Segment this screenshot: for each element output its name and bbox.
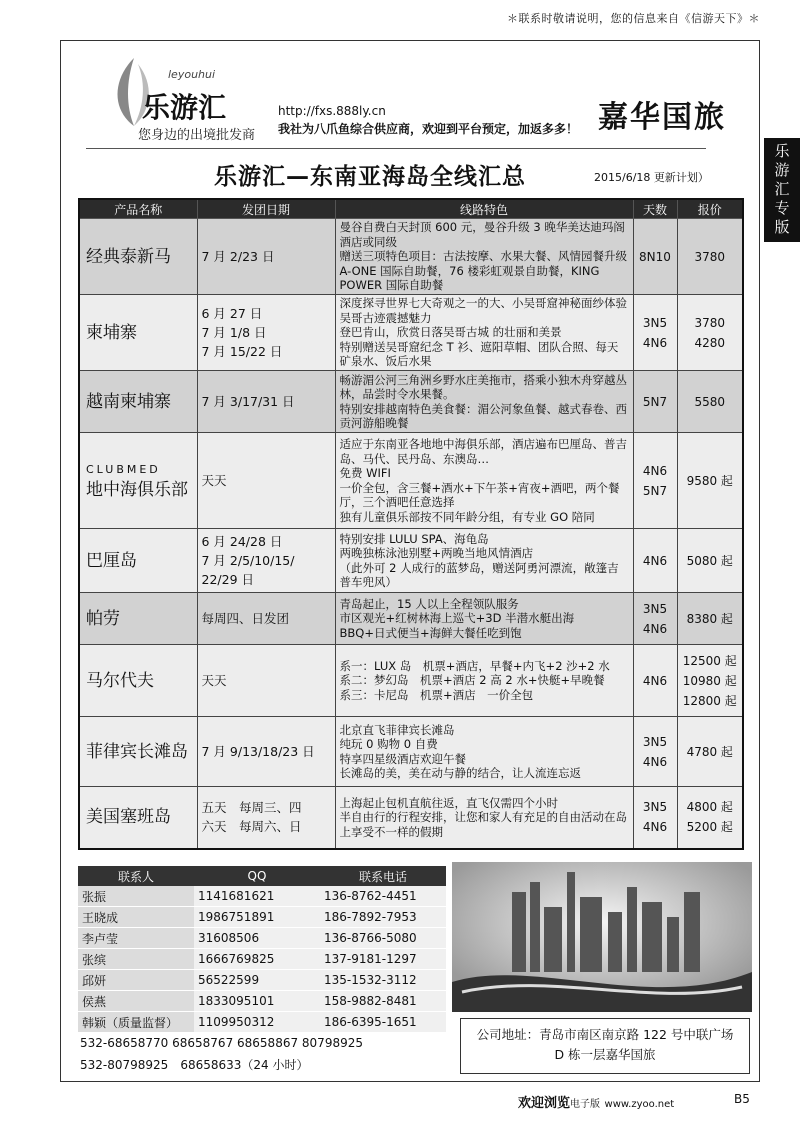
contact-row xyxy=(78,970,446,991)
cell-line: 8N10 xyxy=(639,249,671,264)
table-row xyxy=(79,645,743,717)
contact-name: 李卢莹 xyxy=(78,928,194,949)
table-row xyxy=(79,529,743,593)
cell-line: 一价全包，含三餐+酒水+下午茶+宵夜+酒吧，两个餐厅，三个酒吧任意选择 xyxy=(339,480,620,509)
cell-line: 天天 xyxy=(201,473,227,488)
side-tab-label: 乐游汇专版 xyxy=(774,142,790,236)
cell-line: 五天 每周三、四 xyxy=(201,800,302,816)
cell-line: 长滩岛的美，美在动与静的结合，让人流连忘返 xyxy=(339,766,581,780)
price xyxy=(677,371,743,433)
route-features xyxy=(335,433,633,529)
product-name-text: 经典泰新马 xyxy=(86,246,171,267)
cell-line: 畅游湄公河三角洲乡野水庄美拖市，搭乘小独木舟穿越丛林，品尝时令水果餐。 xyxy=(339,372,627,401)
cell-line: 4N6 xyxy=(642,673,668,688)
cell-line: 5N7 xyxy=(642,394,668,409)
city-illustration xyxy=(452,862,752,1012)
cell-line: 6 月 27 日 xyxy=(201,306,263,321)
route-features xyxy=(335,645,633,717)
days xyxy=(633,295,677,371)
price xyxy=(677,433,743,529)
col-header: 产品名称 xyxy=(79,199,197,219)
contact-qq[interactable]: 1833095101 xyxy=(194,991,320,1012)
brand-name: 嘉华国旅 xyxy=(598,100,726,135)
phone-line-2: 532-80798925 68658633（24 小时） xyxy=(80,1058,309,1072)
departure-dates xyxy=(197,433,335,529)
side-tab xyxy=(764,138,800,242)
cell-line: 系一：LUX 岛 机票+酒店，早餐+内飞+2 沙+2 水 xyxy=(339,658,610,673)
cell-line: 特享四星级酒店欢迎午餐 xyxy=(339,751,466,766)
route-features xyxy=(335,371,633,433)
contact-phone[interactable]: 186-7892-7953 xyxy=(320,907,446,928)
price xyxy=(677,645,743,717)
price xyxy=(677,717,743,787)
footer-sub: 电子版 xyxy=(570,1099,601,1110)
days xyxy=(633,433,677,529)
cell-line: 六天 每周六、日 xyxy=(201,819,302,835)
page-number: B5 xyxy=(734,1092,750,1106)
table-row xyxy=(79,787,743,849)
cell-line: 每周四、日发团 xyxy=(201,611,290,626)
cell-line: 5200 起 xyxy=(686,820,733,835)
cell-line: 4N6 xyxy=(642,621,668,636)
cell-line: 7 月 1/8 日 xyxy=(201,325,267,340)
cell-line: 青岛起止，15 人以上全程领队服务 xyxy=(339,596,519,611)
cell-line: 曼谷自费白天封顶 600 元，曼谷升级 3 晚华美达迪玛阁酒店或同级 xyxy=(339,220,625,249)
product-name-text: 地中海俱乐部 xyxy=(86,479,188,500)
divider xyxy=(86,148,706,149)
price xyxy=(677,787,743,849)
contact-phone[interactable]: 186-6395-1651 xyxy=(320,1012,446,1033)
product-name xyxy=(79,371,197,433)
cell-line: 4N6 xyxy=(642,820,668,835)
cell-line: 适应于东南亚各地地中海俱乐部，酒店遍布巴厘岛、普吉岛、马代、民丹岛、东澳岛… xyxy=(339,437,627,466)
col-header: 联系电话 xyxy=(320,866,446,886)
contact-name: 张缤 xyxy=(78,949,194,970)
cell-line: 上海起止包机直航往返，直飞仅需四个小时 xyxy=(339,795,558,810)
contact-row xyxy=(78,991,446,1012)
col-header: 联系人 xyxy=(78,866,194,886)
product-name xyxy=(79,593,197,645)
col-header: QQ xyxy=(194,866,320,886)
product-subname: CLUBMED xyxy=(86,462,161,476)
cell-line: 免费 WIFI xyxy=(339,466,391,480)
contact-table xyxy=(78,866,446,1033)
days xyxy=(633,529,677,593)
table-header xyxy=(79,199,743,219)
cell-line: 系三：卡尼岛 机票+酒店 一价全包 xyxy=(339,687,534,702)
cell-line: 3N5 xyxy=(642,800,668,815)
departure-dates xyxy=(197,787,335,849)
table-row xyxy=(79,593,743,645)
contact-name: 侯燕 xyxy=(78,991,194,1012)
intro-text: 我社为八爪鱼综合供应商，欢迎到平台预定，加返多多！ xyxy=(278,122,579,136)
cell-line: 7 月 2/23 日 xyxy=(201,249,275,264)
contact-header xyxy=(78,866,446,886)
col-header: 发团日期 xyxy=(197,199,335,219)
product-name-text: 马尔代夫 xyxy=(86,670,154,691)
route-features xyxy=(335,295,633,371)
cell-line: 10980 起 xyxy=(682,673,737,688)
contact-phone[interactable]: 137-9181-1297 xyxy=(320,949,446,970)
contact-name: 张振 xyxy=(78,886,194,907)
cell-line: 登巴肯山，欣赏日落吴哥古城 的壮丽和美景 xyxy=(339,325,562,340)
address-line: 公司地址：青岛市南区南京路 122 号中联广场 xyxy=(476,1027,734,1042)
table-row xyxy=(79,433,743,529)
cell-line: 北京直飞菲律宾长滩岛 xyxy=(339,722,455,737)
cell-line: 7 月 9/13/18/23 日 xyxy=(201,744,315,759)
contact-name: 邱妍 xyxy=(78,970,194,991)
product-name xyxy=(79,433,197,529)
cell-line: 8380 起 xyxy=(686,611,733,626)
price xyxy=(677,295,743,371)
cell-line: 特别安排 LULU SPA、海龟岛 xyxy=(339,531,489,546)
contact-qq[interactable]: 1986751891 xyxy=(194,907,320,928)
contact-qq[interactable]: 31608506 xyxy=(194,928,320,949)
product-table xyxy=(78,198,744,850)
product-name xyxy=(79,529,197,593)
cell-line: 12500 起 xyxy=(682,653,737,668)
days xyxy=(633,787,677,849)
product-name-text: 美国塞班岛 xyxy=(86,807,171,828)
departure-dates xyxy=(197,219,335,295)
cell-line: 6 月 24/28 日 xyxy=(201,534,283,549)
company-address xyxy=(460,1018,750,1074)
cell-line: 系二：梦幻岛 机票+酒店 2 高 2 水+快艇+早晚餐 xyxy=(339,673,605,688)
cell-line: 两晚独栋泳池别墅+两晚当地风情酒店 xyxy=(339,546,534,560)
product-name-text: 越南柬埔寨 xyxy=(86,391,171,412)
product-name xyxy=(79,219,197,295)
cell-line: 独有儿童俱乐部按不同年龄分组，有专业 GO 陪同 xyxy=(339,509,595,524)
contact-row xyxy=(78,1012,446,1033)
site-url[interactable]: http://fxs.888ly.cn xyxy=(278,104,386,118)
departure-dates xyxy=(197,371,335,433)
product-name xyxy=(79,787,197,849)
cell-line: 纯玩 0 购物 0 自费 xyxy=(339,737,438,751)
contact-name: 王晓成 xyxy=(78,907,194,928)
contact-qq[interactable]: 1666769825 xyxy=(194,949,320,970)
contact-qq[interactable]: 1109950312 xyxy=(194,1012,320,1033)
cell-line: 4N6 xyxy=(642,553,668,568)
contact-qq[interactable]: 56522599 xyxy=(194,970,320,991)
cell-line: 5080 起 xyxy=(686,553,733,568)
contact-phone[interactable]: 136-8762-4451 xyxy=(320,886,446,907)
product-name-text: 菲律宾长滩岛 xyxy=(86,741,188,762)
departure-dates xyxy=(197,717,335,787)
departure-dates xyxy=(197,593,335,645)
col-header: 天数 xyxy=(633,199,677,219)
days xyxy=(633,371,677,433)
cell-line: 3N5 xyxy=(642,601,668,616)
table-row xyxy=(79,219,743,295)
table-row xyxy=(79,717,743,787)
route-features xyxy=(335,717,633,787)
cell-line: 深度探寻世界七大奇观之一的大、小吴哥窟神秘面纱体验吴哥古迹震撼魅力 xyxy=(339,296,627,325)
cell-line: 7 月 15/22 日 xyxy=(201,344,283,359)
cell-line: 3N5 xyxy=(642,734,668,749)
product-name-text: 帕劳 xyxy=(86,608,120,629)
contact-row xyxy=(78,949,446,970)
cell-line: 3N5 xyxy=(642,315,668,330)
cell-line: 特别赠送吴哥窟纪念 T 衫、遮阳草帽、团队合照、每天矿泉水、饭后水果 xyxy=(339,339,619,369)
cell-line: 4280 xyxy=(694,335,726,350)
col-header: 报价 xyxy=(677,199,743,219)
contact-phone[interactable]: 158-9882-8481 xyxy=(320,991,446,1012)
header-note: ＊联系时敬请说明，您的信息来自《信游天下》＊ xyxy=(507,12,760,25)
contact-row xyxy=(78,907,446,928)
cell-line: 天天 xyxy=(201,673,227,688)
cell-line: 4780 起 xyxy=(686,744,733,759)
days xyxy=(633,645,677,717)
contact-phone[interactable]: 135-1532-3112 xyxy=(320,970,446,991)
logo-name: 乐游汇 xyxy=(142,91,227,124)
cell-line: 4N6 xyxy=(642,463,668,478)
price xyxy=(677,529,743,593)
days xyxy=(633,717,677,787)
contact-row xyxy=(78,886,446,907)
product-name xyxy=(79,645,197,717)
product-name xyxy=(79,717,197,787)
update-date: 2015/6/18 更新计划） xyxy=(594,171,709,184)
table-row xyxy=(79,295,743,371)
days xyxy=(633,219,677,295)
cell-line: 赠送三项特色项目：古法按摩、水果大餐、风情园餐升级 A-ONE 国际自助餐，76 楼彩虹观景自助餐，KING POWER 国际自助餐 xyxy=(339,249,627,293)
phone-line-1: 532-68658770 68658767 68658867 80798925 xyxy=(80,1036,363,1050)
cell-line: 3780 xyxy=(694,315,726,330)
cell-line: 5580 xyxy=(694,394,726,409)
departure-dates xyxy=(197,529,335,593)
col-header: 线路特色 xyxy=(335,199,633,219)
contact-qq[interactable]: 1141681621 xyxy=(194,886,320,907)
cell-line: 4N6 xyxy=(642,754,668,769)
cell-line: 3780 xyxy=(694,249,726,264)
contact-phone[interactable]: 136-8766-5080 xyxy=(320,928,446,949)
footer xyxy=(518,1092,674,1111)
logo-slogan: 您身边的出境批发商 xyxy=(138,128,256,143)
route-features xyxy=(335,529,633,593)
cell-line: 5N7 xyxy=(642,483,668,498)
cell-line: 12800 起 xyxy=(682,693,737,708)
cell-line: 9580 起 xyxy=(686,473,733,488)
cell-line: BBQ+日式便当+海鲜大餐任吃到饱 xyxy=(339,625,522,640)
contact-name: 韩颖（质量监督） xyxy=(78,1012,194,1033)
cell-line: （此外可 2 人成行的蓝梦岛，赠送阿勇河漂流，敞篷吉普车兜风） xyxy=(339,560,619,589)
cell-line: 半自由行的行程安排，让您和家人有充足的自由活动在岛上享受不一样的假期 xyxy=(339,810,627,839)
cell-line: 4800 起 xyxy=(686,800,733,815)
price xyxy=(677,593,743,645)
days xyxy=(633,593,677,645)
route-features xyxy=(335,593,633,645)
cell-line: 特别安排越南特色美食餐：湄公河象鱼餐、越式春卷、西贡河游船晚餐 xyxy=(339,401,627,430)
logo-en: leyouhui xyxy=(168,68,216,81)
footer-text: 欢迎浏览 xyxy=(518,1096,571,1111)
departure-dates xyxy=(197,295,335,371)
product-name-text: 巴厘岛 xyxy=(86,550,137,571)
address-line: D 栋一层嘉华国旅 xyxy=(554,1047,656,1062)
footer-site[interactable]: www.zyoo.net xyxy=(604,1099,675,1110)
page-title: 乐游汇—东南亚海岛全线汇总 xyxy=(214,164,526,190)
table-row xyxy=(79,371,743,433)
route-features xyxy=(335,219,633,295)
cell-line: 市区观光+红树林海上巡弋+3D 半潜水艇出海 xyxy=(339,611,575,626)
product-name xyxy=(79,295,197,371)
cell-line: 22/29 日 xyxy=(201,572,254,587)
cell-line: 4N6 xyxy=(642,335,668,350)
cell-line: 7 月 2/5/10/15/ xyxy=(201,553,295,568)
cell-line: 7 月 3/17/31 日 xyxy=(201,394,295,409)
product-name-text: 柬埔寨 xyxy=(86,322,137,343)
departure-dates xyxy=(197,645,335,717)
price xyxy=(677,219,743,295)
contact-row xyxy=(78,928,446,949)
route-features xyxy=(335,787,633,849)
